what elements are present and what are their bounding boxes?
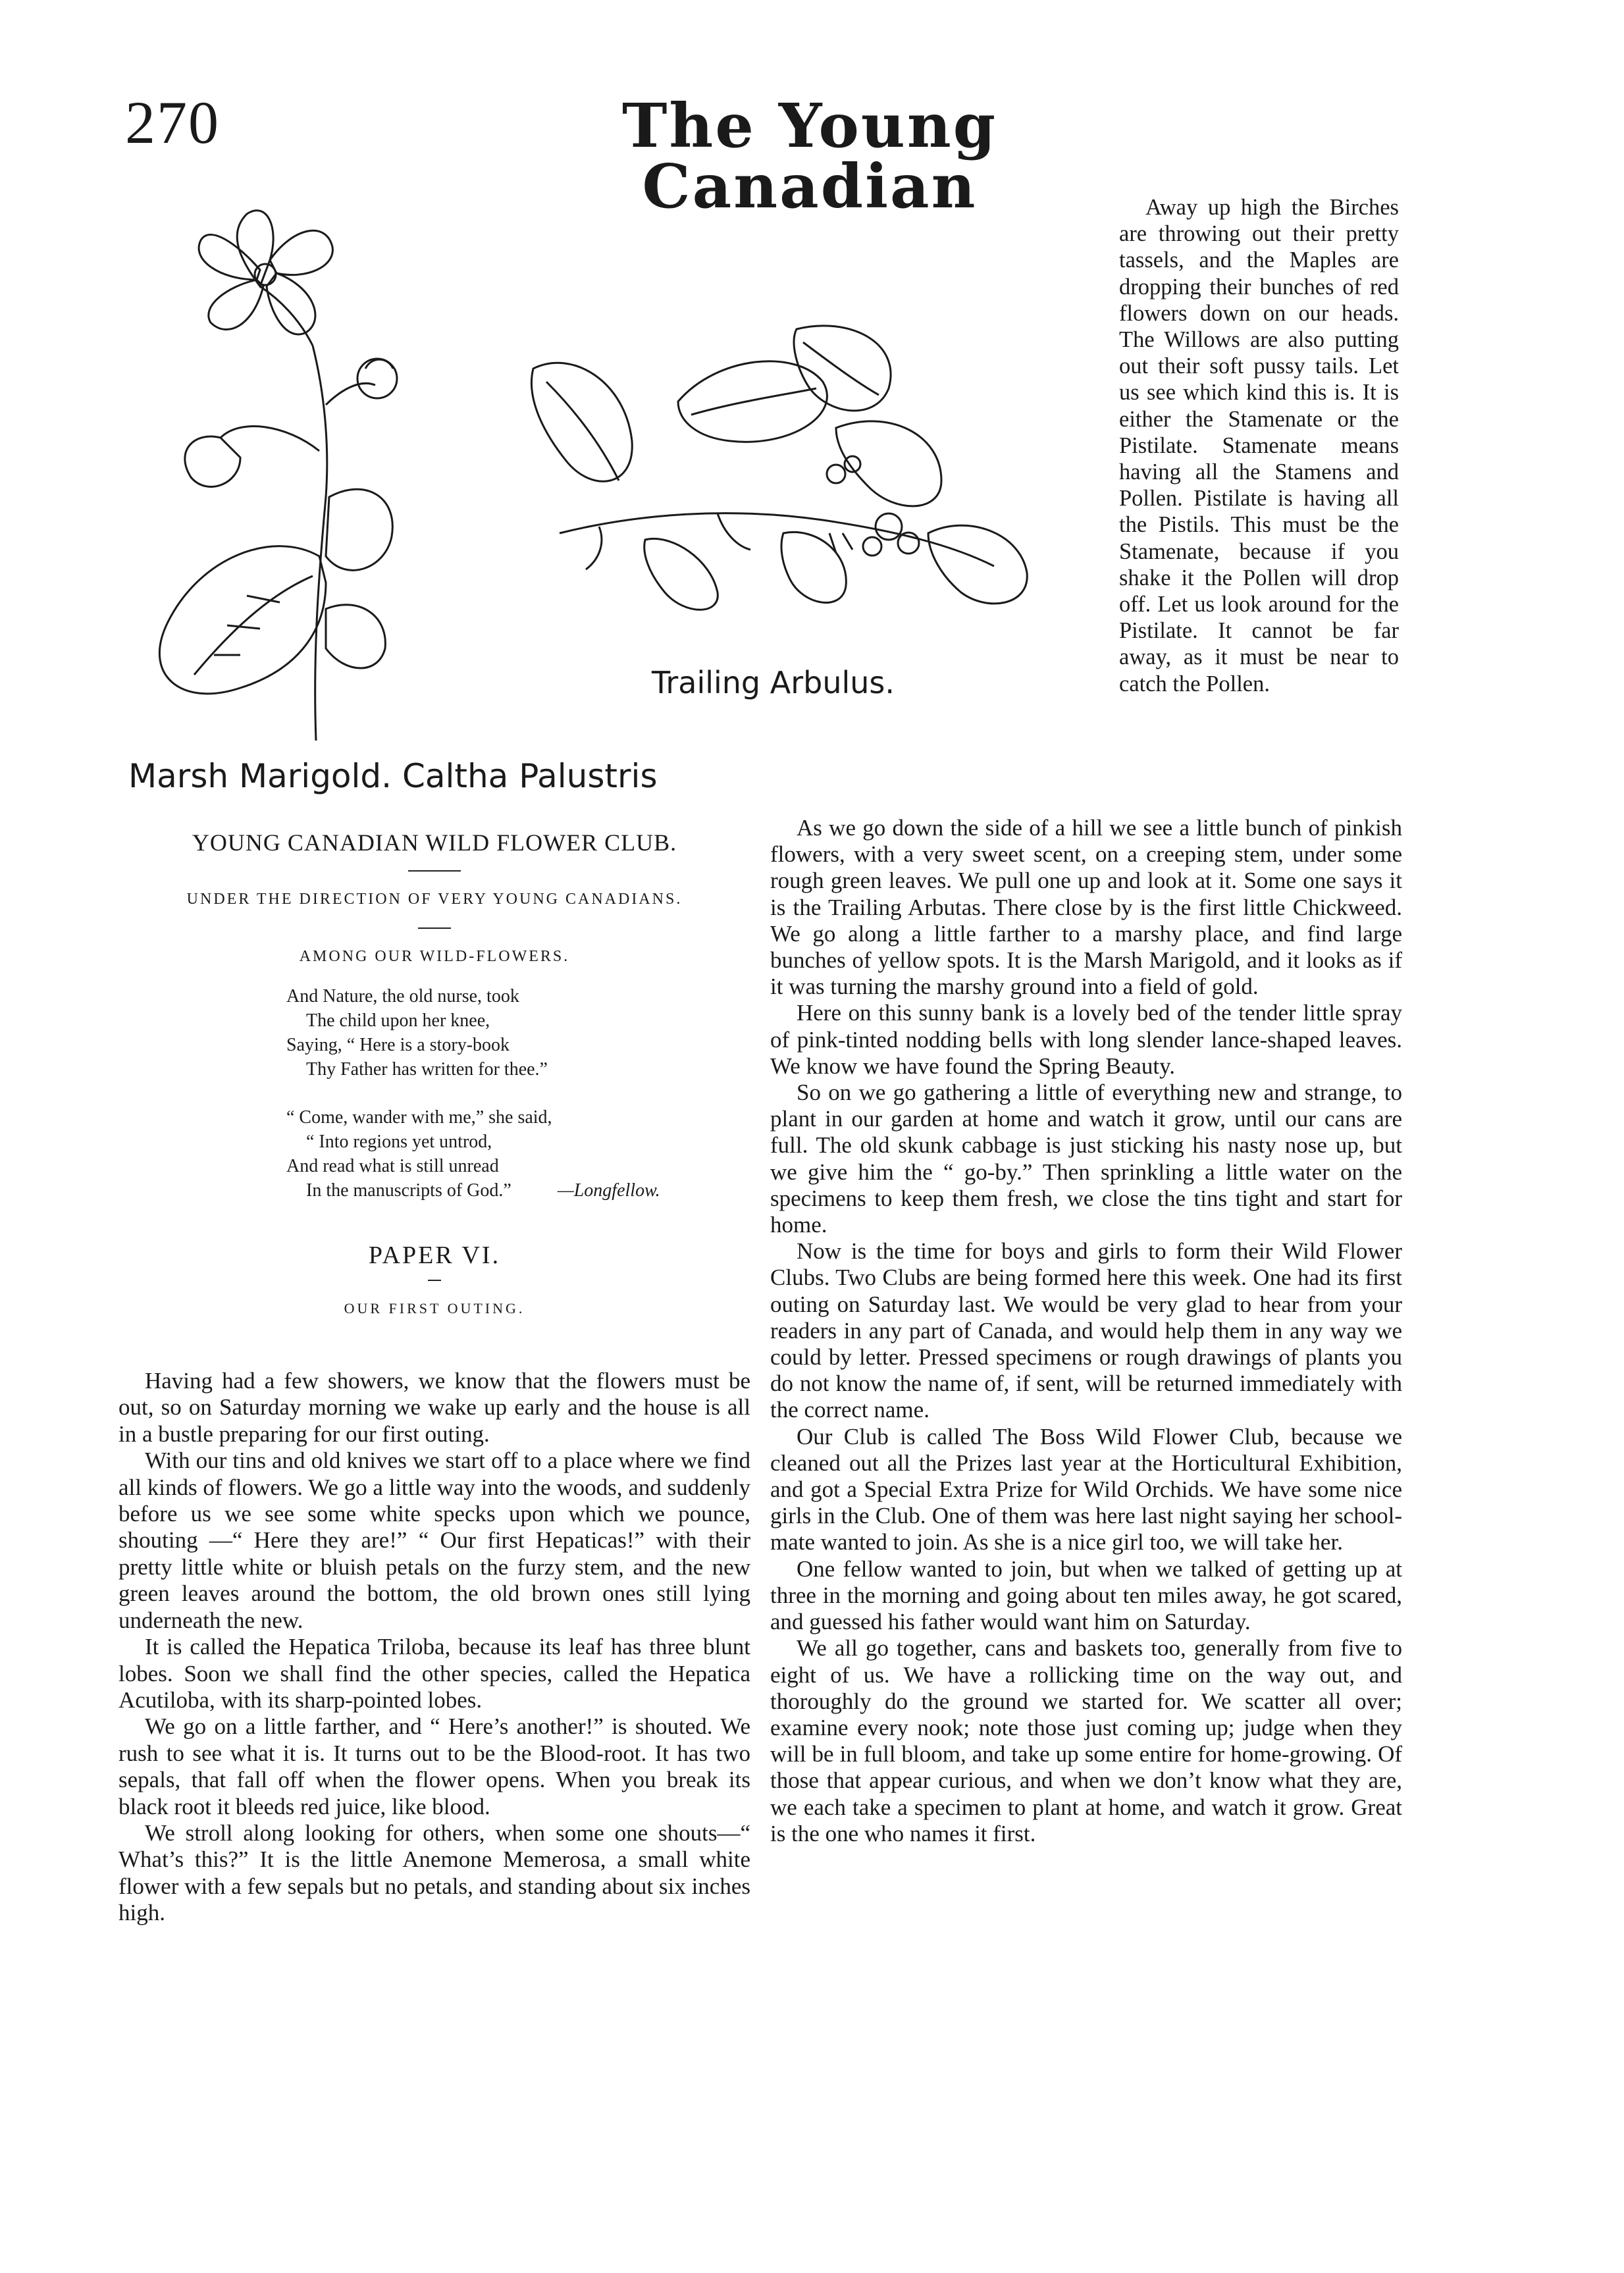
masthead-title: The Young Canadian <box>621 90 998 222</box>
trailing-arbutus-caption: Trailing Arbulus. <box>652 665 895 700</box>
poem-line: Thy Father has written for thee.” <box>306 1059 548 1080</box>
poem-line: “ Come, wander with me,” she said, <box>286 1107 552 1128</box>
intro-column <box>1119 194 1399 697</box>
left-body <box>118 1368 750 1927</box>
paragraph: So on we go gathering a little of everything new and strange, to plant in our garden at home and watch it grow, until our cans are full. The old skunk cabbage is just sticking his nasty nose up, but we give him the “ go-by.” Then sprinkling a little water on the specimens to keep them fresh, we close the tins tight and start for home. <box>770 1080 1402 1238</box>
paragraph: We go on a little farther, and “ Here’s another!” is shouted. We rush to see what it is. It turns out to be the Blood-root. It has two sepals, that fall off when the flower opens. When you break its black root it bleeds red juice, like blood. <box>118 1713 750 1819</box>
right-column <box>770 815 1402 1847</box>
poem-line-text: In the manuscripts of God.” <box>306 1180 511 1201</box>
page-number: 270 <box>125 89 220 156</box>
divider-rule <box>428 1280 441 1281</box>
poem-line: And read what is still unread <box>286 1156 499 1177</box>
club-direction: UNDER THE DIRECTION OF VERY YOUNG CANADIANS. <box>186 891 683 908</box>
club-title: YOUNG CANADIAN WILD FLOWER CLUB. <box>192 829 677 856</box>
paragraph: We all go together, cans and baskets too, generally from five to eight of us. We have a rollicking time on the way out, and thoroughly do the ground we started for. We scatter all over; examine every nook; note those just coming up; judge when they will be in full bloom, and take up some entire for home-growing. Of those that appear curious, and when we don’t know what they are, we each take a specimen to plant at home, and watch it grow. Great is the one who names it first. <box>770 1635 1402 1846</box>
marsh-marigold-illustration <box>128 188 405 754</box>
paragraph: It is called the Hepatica Triloba, because its leaf has three blunt lobes. Soon we shall find the other species, called the Hepatica Acutiloba, with its sharp-pointed lobes. <box>118 1634 750 1713</box>
paragraph: Now is the time for boys and girls to form their Wild Flower Clubs. Two Clubs are being formed here this week. One had its first outing on Saturday last. We would be very glad to hear from your readers in any part of Canada, and would help them in any way we could by letter. Pressed specimens or rough drawings of plants you do not know the name of, if sent, will be returned immediately with the correct name. <box>770 1238 1402 1423</box>
paragraph: Our Club is called The Boss Wild Flower Club, because we cleaned out all the Prizes last year at the Horticultural Exhibition, and got a Special Extra Prize for Wild Orchids. We have some nice girls in the Club. One of them was here last night saying her school-mate wanted to join. As she is a nice girl too, we will take her. <box>770 1423 1402 1555</box>
paragraph: As we go down the side of a hill we see a little bunch of pinkish flowers, with a very sweet scent, on a creeping stem, under some rough green leaves. We pull one up and look at it. Some one says it is the Trailing Arbutas. There close by is the first little Chickweed. We go along a little farther to a marshy place, and find large bunches of yellow spots. It is the Marsh Marigold, and it looks as if it was turning the marshy ground into a field of gold. <box>770 815 1402 1000</box>
poem-line <box>286 1178 750 1203</box>
paragraph: Having had a few showers, we know that the flowers must be out, so on Saturday morning we wake up early and the house is all in a bustle preparing for our first outing. <box>118 1368 750 1447</box>
paragraph: With our tins and old knives we start off to a place where we find all kinds of flowers. We go a little way into the woods, and suddenly before us we see some white specks upon which we pounce, shouting —“ Here they are!” “ Our first Hepaticas!” with their pretty little white or bluish petals on the furzy stem, and the new green leaves around the bottom, the old brown ones still lying underneath the new. <box>118 1448 750 1633</box>
divider-rule <box>418 927 451 929</box>
left-column <box>118 829 750 1927</box>
epigraph-poem <box>286 984 750 1203</box>
poem-line: And Nature, the old nurse, took <box>286 986 519 1007</box>
paper-subtitle: OUR FIRST OUTING. <box>344 1299 525 1317</box>
paragraph: We stroll along looking for others, when some one shouts—“ What’s this?” It is the little Anemone Memerosa, a small white flower with a few sepals but no petals, and standing about six inches high. <box>118 1819 750 1926</box>
poem-line: The child upon her knee, <box>306 1010 490 1032</box>
paper-title: PAPER VI. <box>368 1241 501 1270</box>
poem-line: “ Into regions yet untrod, <box>306 1132 492 1153</box>
divider-rule <box>408 870 461 872</box>
section-title: AMONG OUR WILD-FLOWERS. <box>299 947 570 965</box>
intro-paragraph: Away up high the Birches are throwing out their pretty tassels, and the Maples are dropping their bunches of red flowers down on our heads. The Willows are also putting out their soft pussy tails. Let us see which kind this is. It is either the Stamenate or the Pistilate. Stamenate means having all the Stamens and Pollen. Pistilate is having all the Pistils. This must be the Stamenate, because if you shake it the Pollen will drop off. Let us look around for the Pistilate. It cannot be far away, as it must be near to catch the Pollen. <box>1119 195 1399 696</box>
marsh-marigold-caption: Marsh Marigold. Caltha Palustris <box>128 757 658 795</box>
trailing-arbutus-illustration <box>520 316 1047 619</box>
paragraph: Here on this sunny bank is a lovely bed of the tender little spray of pink-tinted nodding bells with long slender lance-shaped leaves. We know we have found the Spring Beauty. <box>770 1000 1402 1079</box>
poem-line: Saying, “ Here is a story-book <box>286 1035 510 1056</box>
paragraph: One fellow wanted to join, but when we talked of getting up at three in the morning and going about ten miles away, he got scared, and guessed his father would want him on Saturday. <box>770 1555 1402 1635</box>
poem-attribution: —Longfellow. <box>557 1180 660 1201</box>
